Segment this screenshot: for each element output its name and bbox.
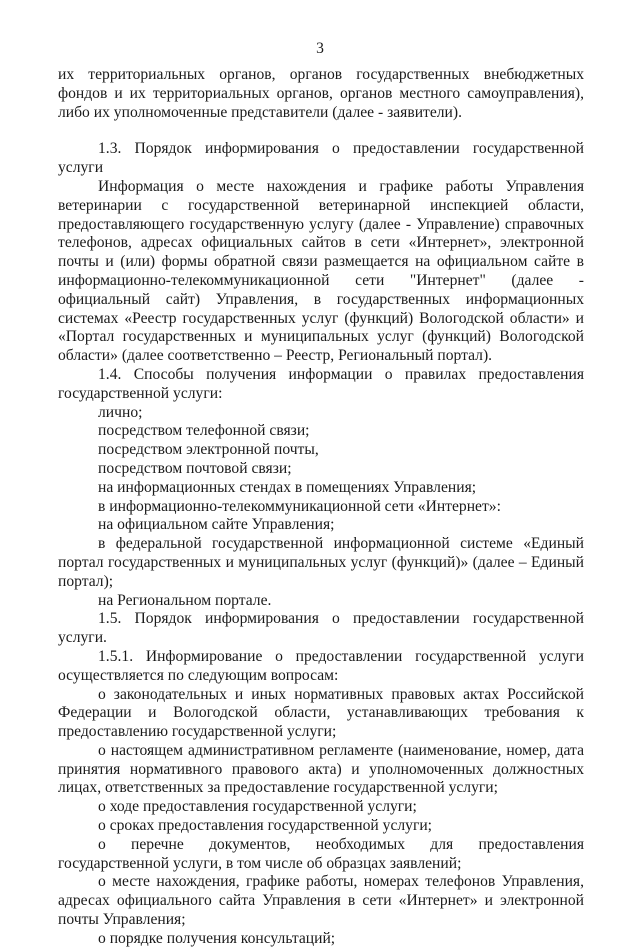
paragraph: в информационно-телекоммуникационной сети «Интернет»: xyxy=(98,497,501,515)
paragraph: 1.4. Способы получения информации о правилах предоставления государственной услуги: xyxy=(58,365,584,402)
paragraph: в федеральной государственной информационной системе «Единый портал государственных и муниципальных услуг (функций)» (далее – Единый портал); xyxy=(58,535,584,590)
paragraph: о месте нахождения, графике работы, номерах телефонов Управления, адресах официального сайта Управления в сети «Интернет» и электронной почты Управления; xyxy=(58,873,584,929)
paragraph: Информация о месте нахождения и графике работы Управления ветеринарии с государственной ветеринарной инспекцией области, предоставляющего государственную услугу (далее - Управление) справочных телефонов, адресах официальных сайтов в сети «Интернет», электронной почты и (или) формы обратной связи размещается на официальном сайте в информационно-телекоммуникационной сети "Интернет" (далее - официальный сайт) Управления, в государственных информационных системах «Реестр государственных услуг (функций) Вологодской области» и «Портал государственных и муниципальных услуг (функций) Вологодской области» (далее соответственно – Реестр, Региональный портал). xyxy=(58,177,584,365)
paragraph: посредством телефонной связи; xyxy=(98,422,310,440)
paragraph: их территориальных органов, органов государственных внебюджетных фондов и их территориальных органов, органов местного самоуправления), либо их уполномоченные представители (далее - заявители). xyxy=(58,66,584,121)
paragraph-gap xyxy=(58,122,584,140)
paragraph: на официальном сайте Управления; xyxy=(98,516,335,534)
paragraph: посредством электронной почты, xyxy=(98,441,319,459)
page-number: 3 xyxy=(316,40,324,57)
paragraph: 1.3. Порядок информирования о предоставлении государственной услуги xyxy=(58,140,584,177)
paragraph: о ходе предоставления государственной услуги; xyxy=(98,798,417,816)
paragraph: о настоящем административном регламенте (наименование, номер, дата принятия нормативного правового акта) и уполномоченных должностных лицах, ответственных за предоставление государственной услуги; xyxy=(58,741,584,797)
paragraph: о сроках предоставления государственной услуги; xyxy=(98,817,433,835)
document-body xyxy=(58,66,584,949)
paragraph: лично; xyxy=(98,403,143,421)
paragraph: 1.5.1. Информирование о предоставлении государственной услуги осуществляется по следующим вопросам: xyxy=(58,647,584,684)
paragraph: на Региональном портале. xyxy=(98,591,272,609)
paragraph: 1.5. Порядок информирования о предоставлении государственной услуги. xyxy=(58,610,584,647)
paragraph: о законодательных и иных нормативных правовых актах Российской Федерации и Вологодской области, устанавливающих требования к предоставлению государственной услуги; xyxy=(58,685,584,741)
paragraph: о перечне документов, необходимых для предоставления государственной услуги, в том числе об образцах заявлений; xyxy=(58,835,584,872)
paragraph: на информационных стендах в помещениях Управления; xyxy=(98,478,477,496)
paragraph: посредством почтовой связи; xyxy=(98,459,292,477)
paragraph: о порядке получения консультаций; xyxy=(98,929,336,947)
